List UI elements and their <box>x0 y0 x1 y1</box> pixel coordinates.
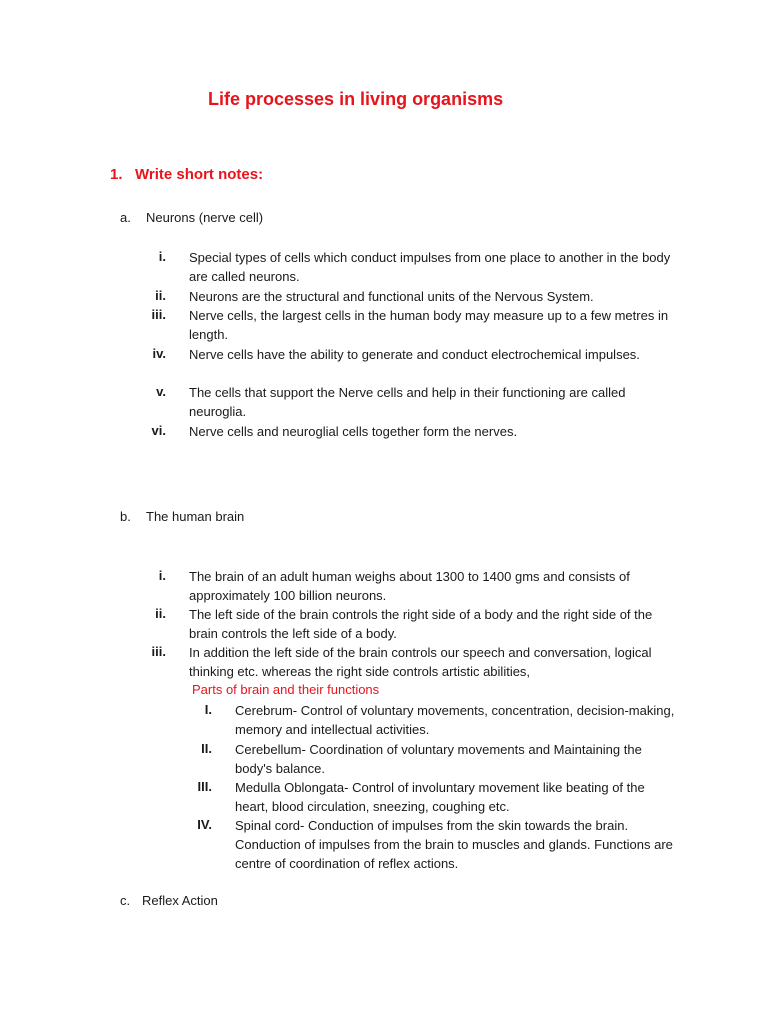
subsection-title: Reflex Action <box>142 893 218 908</box>
list-item-number: i. <box>158 249 166 264</box>
list-item-text: The cells that support the Nerve cells and help in their functioning are called neuroglia. <box>189 385 626 419</box>
list-item-number: iv. <box>152 346 166 361</box>
list-item-number: iii. <box>151 644 166 659</box>
list-item-text: The left side of the brain controls the right side of a body and the right side of the brain controls the left side of a body. <box>189 607 653 641</box>
list-item-text: Nerve cells and neuroglial cells together form the nerves. <box>189 424 518 439</box>
parts-heading: Parts of brain and their functions <box>192 682 380 697</box>
part-text: Spinal cord- Conduction of impulses from the skin towards the brain. Conduction of impulses from the brain to muscles and glands. Functions are centre of coordination of reflex actions. <box>235 818 673 871</box>
list-item-text: In addition the left side of the brain controls our speech and conversation, logical thinking etc. whereas the right side controls artistic abilities, <box>189 645 652 679</box>
section-label: Write short notes: <box>135 166 264 183</box>
section-number: 1. <box>110 166 123 183</box>
subsection-title: Neurons (nerve cell) <box>146 210 264 225</box>
part-text: Cerebellum- Coordination of voluntary movements and Maintaining the body's balance. <box>235 742 642 776</box>
list-item-number: ii. <box>155 606 166 621</box>
part-number: I. <box>204 702 212 717</box>
part-text: Cerebrum- Control of voluntary movements, concentration, decision-making, memory and intellectual activities. <box>235 703 675 737</box>
page-title: Life processes in living organisms <box>208 89 504 109</box>
subsection-neurons-heading <box>120 210 263 225</box>
list-item-number: vi. <box>151 423 166 438</box>
list-item-text: The brain of an adult human weighs about 1300 to 1400 gms and consists of approximately 100 billion neurons. <box>189 569 630 603</box>
subsection-marker: b. <box>120 509 131 524</box>
subsection-reflex-heading <box>120 893 218 908</box>
part-number: II. <box>201 741 212 756</box>
list-item-number: i. <box>158 568 166 583</box>
subsection-brain-heading <box>120 509 244 524</box>
list-item-text: Nerve cells, the largest cells in the human body may measure up to a few metres in length. <box>189 308 669 342</box>
section-heading <box>110 166 263 183</box>
list-item-number: ii. <box>155 288 166 303</box>
list-item-text: Special types of cells which conduct impulses from one place to another in the body are called neurons. <box>189 250 671 284</box>
subsection-marker: a. <box>120 210 131 225</box>
subsection-marker: c. <box>120 893 131 908</box>
subsection-title: The human brain <box>146 509 245 524</box>
list-item-text: Nerve cells have the ability to generate and conduct electrochemical impulses. <box>189 347 640 362</box>
part-text: Medulla Oblongata- Control of involuntary movement like beating of the heart, blood circulation, sneezing, coughing etc. <box>235 780 645 814</box>
list-item-text: Neurons are the structural and functional units of the Nervous System. <box>189 289 594 304</box>
part-number: IV. <box>197 817 212 832</box>
part-number: III. <box>197 779 212 794</box>
list-item-number: iii. <box>151 307 166 322</box>
list-item-number: v. <box>156 384 166 399</box>
